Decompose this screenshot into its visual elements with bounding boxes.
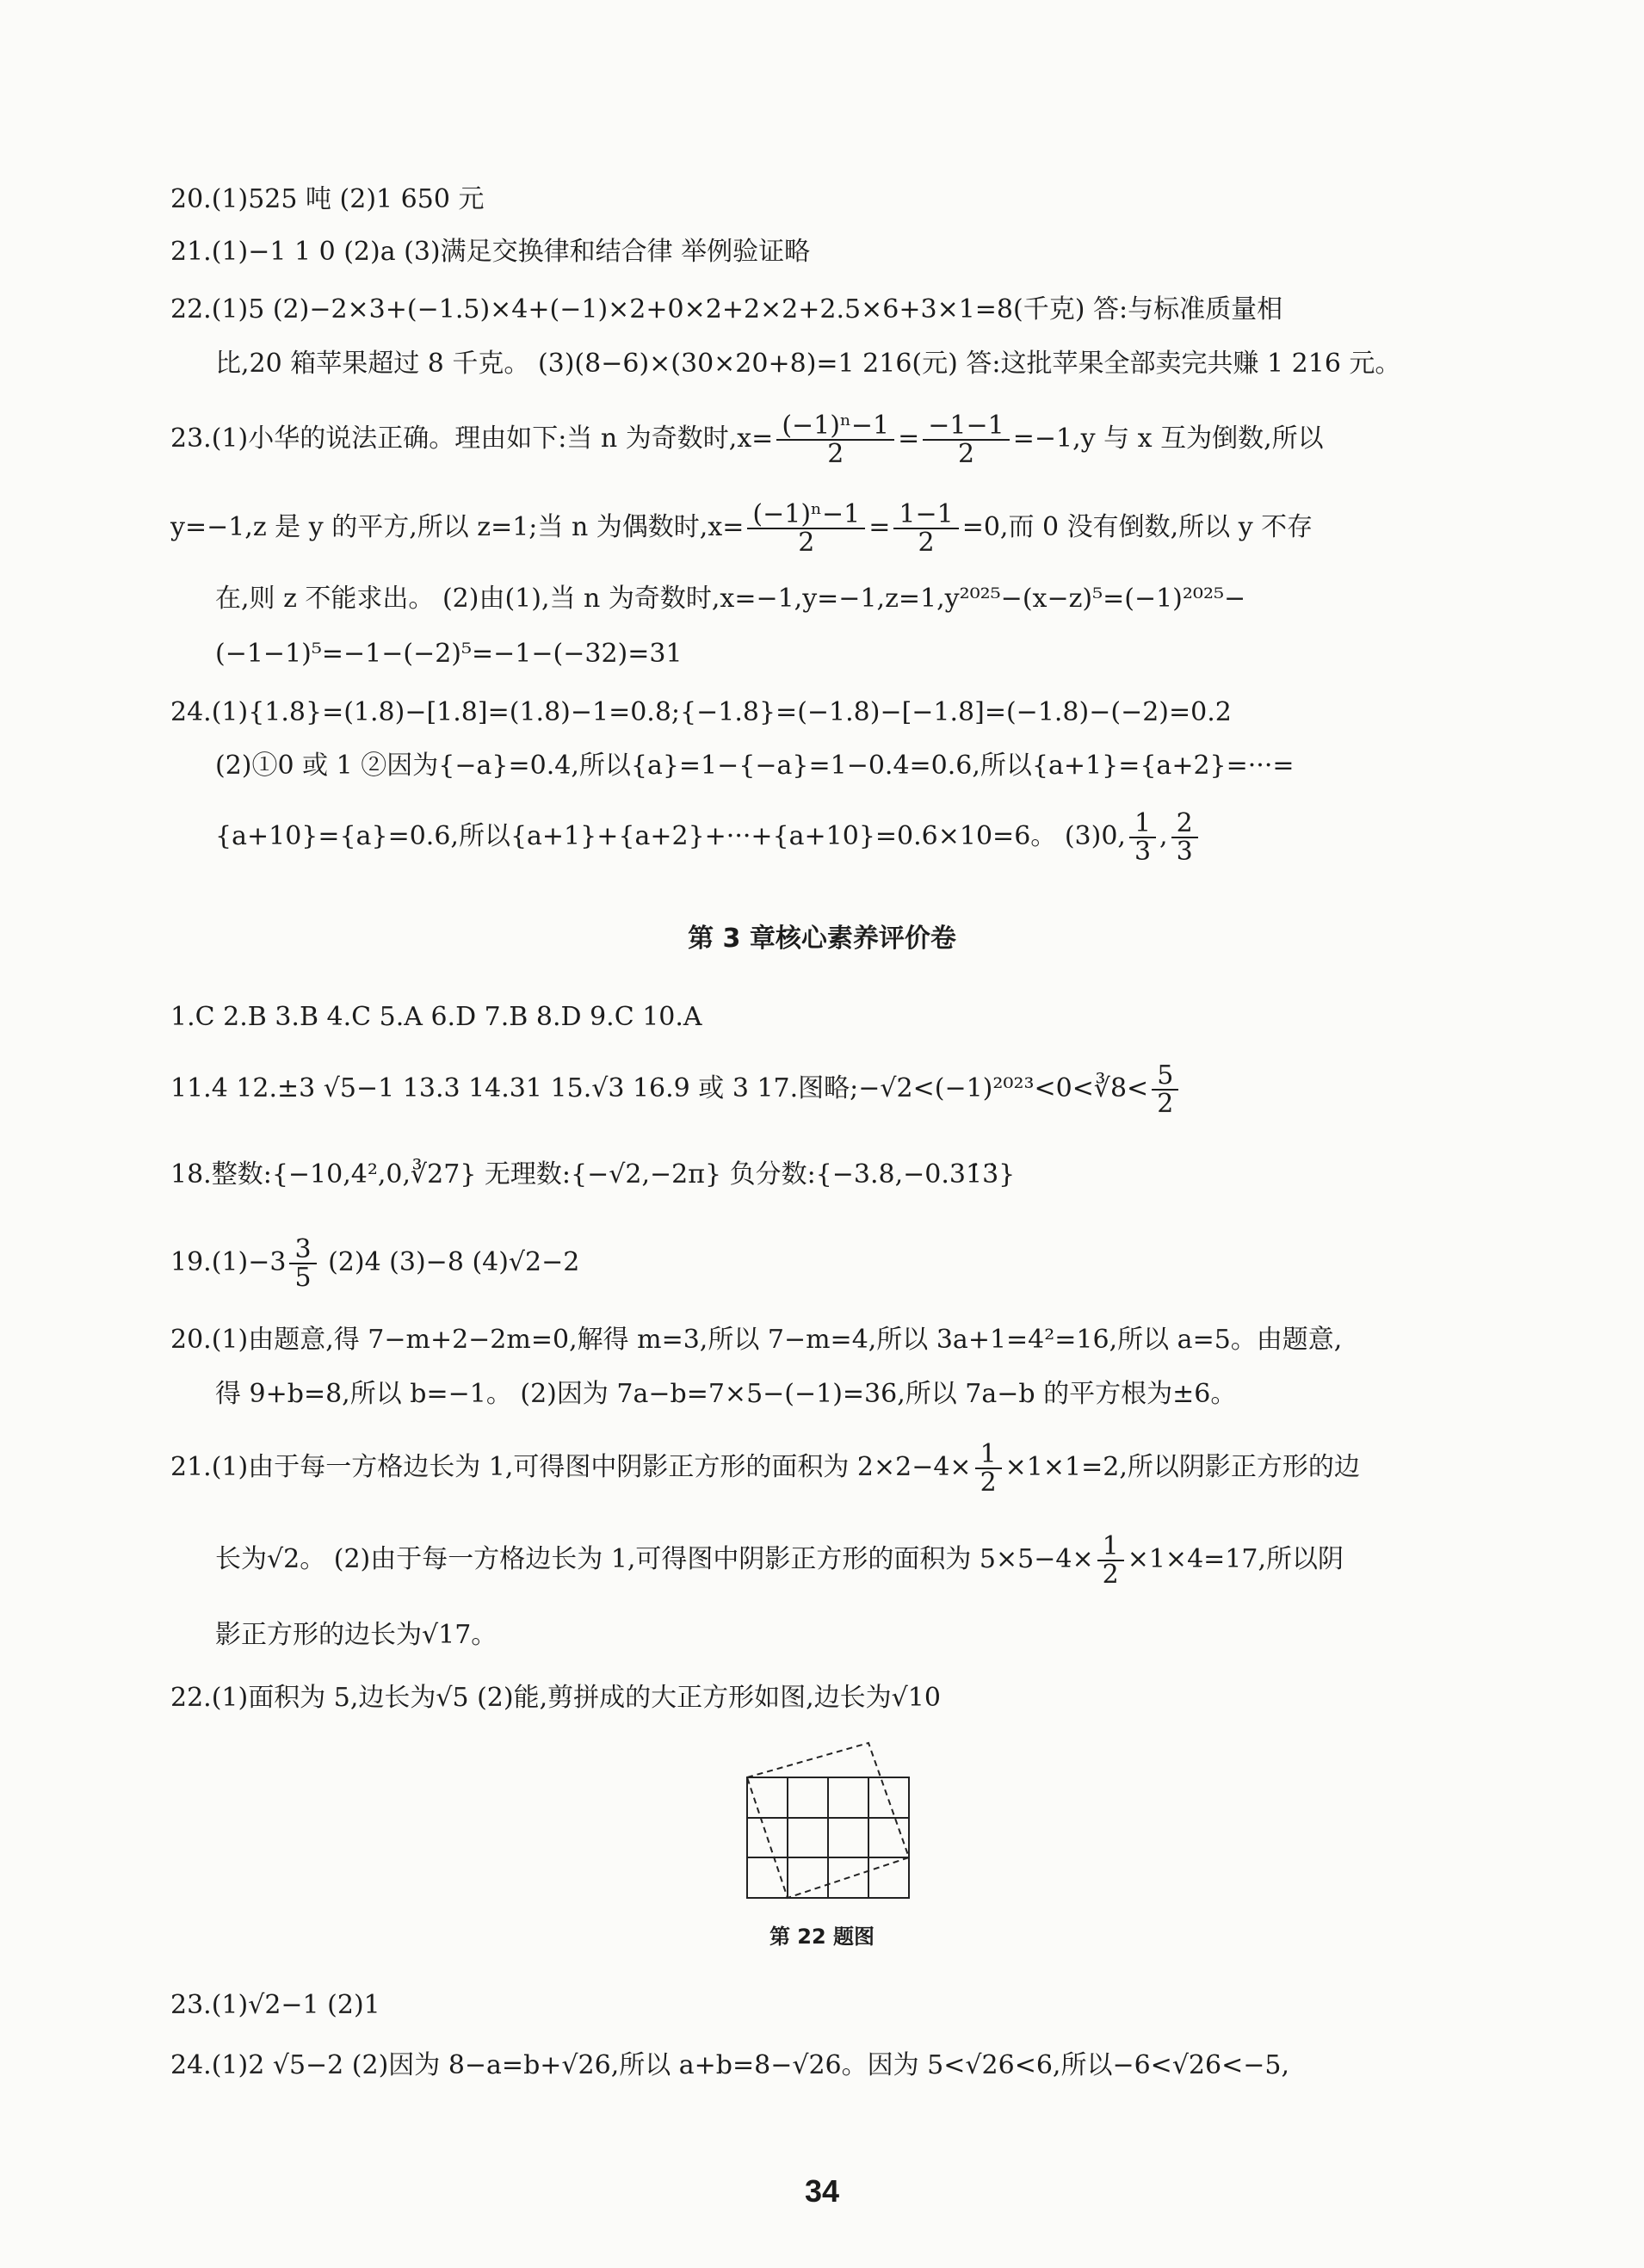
answer-23-line1: 23.(1)小华的说法正确。理由如下:当 n 为奇数时,x= $\frac{\text{(−1)ⁿ−1}}{2}$ = $\frac{-1-1}{2}$ =−1,y 与 x 互为倒数,所以 [170, 410, 1324, 469]
answer-24-line2: (2)①0 或 1 ②因为{−a}=0.4,所以{a}=1−{−a}=1−0.4=0.6,所以{a+1}={a+2}=···= [215, 751, 1295, 781]
answer-20: 20.(1)525 吨 (2)1 650 元 [170, 184, 485, 214]
answer-24: 24.(1)2 √5−2 (2)因为 8−a=b+√26,所以 a+b=8−√26。因为 5<√26<6,所以−6<√26<−5, [170, 2050, 1290, 2080]
fraction: $\frac{-1-1}{2}$ [923, 412, 1009, 468]
grid [747, 1777, 909, 1898]
answer-20-line1: 20.(1)由题意,得 7−m+2−2m=0,解得 m=3,所以 7−m=4,所以 3a+1=4²=16,所以 a=5。由题意, [170, 1325, 1343, 1355]
fraction: $\frac{1}{2}$ [975, 1441, 1002, 1497]
answer-19: 19.(1)−3 $\frac{3}{5}$ (2)4 (3)−8 (4)√2−2 [170, 1233, 580, 1293]
grid-square-figure [740, 1717, 912, 1906]
answer-22-line2: 比,20 箱苹果超过 8 千克。 (3)(8−6)×(30×20+8)=1 216(元) 答:这批苹果全部卖完共赚 1 216 元。 [215, 349, 1401, 379]
figure-caption: 第 22 题图 [769, 1925, 875, 1949]
answer-21-line3: 影正方形的边长为√17。 [215, 1620, 498, 1650]
fraction: $\frac{3}{5}$ [289, 1236, 316, 1292]
answer-24-line1: 24.(1){1.8}=(1.8)−[1.8]=(1.8)−1=0.8;{−1.8}=(−1.8)−[−1.8]=(−1.8)−(−2)=0.2 [170, 697, 1232, 727]
answer-23-line4: (−1−1)⁵=−1−(−2)⁵=−1−(−32)=31 [215, 639, 683, 669]
answer-22-line1: 22.(1)5 (2)−2×3+(−1.5)×4+(−1)×2+0×2+2×2+2.5×6+3×1=8(千克) 答:与标准质量相 [170, 294, 1283, 324]
section-title: 第 3 章核心素养评价卷 [688, 924, 956, 954]
fraction: $\frac{\text{(−1)ⁿ−1}}{2}$ [747, 501, 865, 557]
fraction: $\frac{2}{3}$ [1171, 810, 1198, 866]
page-number: 34 [804, 2173, 840, 2209]
answer-21-line2: 长为√2。 (2)由于每一方格边长为 1,可得图中阴影正方形的面积为 5×5−4× $\frac{1}{2}$ ×1×4=17,所以阴 [215, 1530, 1344, 1590]
answer-23-line3: 在,则 z 不能求出。 (2)由(1),当 n 为奇数时,x=−1,y=−1,z=1,y²⁰²⁵−(x−z)⁵=(−1)²⁰²⁵− [215, 584, 1246, 614]
fraction: $\frac{1-1}{2}$ [893, 501, 958, 557]
answer-22: 22.(1)面积为 5,边长为√5 (2)能,剪拼成的大正方形如图,边长为√10 [170, 1683, 941, 1713]
answer-18: 18.整数:{−10,4²,0,∛27} 无理数:{−√2,−2π} 负分数:{−3.8,−0.31̇3̇} [170, 1159, 1016, 1190]
answer-21: 21.(1)−1 1 0 (2)a (3)满足交换律和结合律 举例验证略 [170, 237, 811, 267]
answer-24-line3: {a+10}={a}=0.6,所以{a+1}+{a+2}+···+{a+10}=0.6×10=6。 (3)0, $\frac{1}{3}$ , $\frac{2}{3}$ [215, 802, 1498, 871]
answer-23: 23.(1)√2−1 (2)1 [170, 1990, 380, 2020]
fraction: $\frac{1}{3}$ [1129, 810, 1156, 866]
fraction: $\frac{\text{(−1)ⁿ−1}}{2}$ [776, 412, 894, 468]
answer-21-line1: 21.(1)由于每一方格边长为 1,可得图中阴影正方形的面积为 2×2−4× $\frac{1}{2}$ ×1×1=2,所以阴影正方形的边 [170, 1438, 1360, 1498]
fraction: $\frac{1}{2}$ [1097, 1533, 1124, 1589]
answer-20-line2: 得 9+b=8,所以 b=−1。 (2)因为 7a−b=7×5−(−1)=36,所以 7a−b 的平方根为±6。 [215, 1379, 1237, 1409]
fraction: $\frac{5}{2}$ [1152, 1062, 1178, 1118]
answers-11-17: 11.4 12.±3 √5−1 13.3 14.31 15.√3 16.9 或 3 17.图略;−√2<(−1)²⁰²³<0<∛8< $\frac{5}{2}$ [170, 1059, 1496, 1119]
answers-1-10: 1.C 2.B 3.B 4.C 5.A 6.D 7.B 8.D 9.C 10.A [170, 1002, 702, 1032]
answer-23-line2: y=−1,z 是 y 的平方,所以 z=1;当 n 为偶数时,x= $\frac{\text{(−1)ⁿ−1}}{2}$ = $\frac{1-1}{2}$ =0,而 0 没有倒数,所以 y 不存 [170, 498, 1313, 558]
